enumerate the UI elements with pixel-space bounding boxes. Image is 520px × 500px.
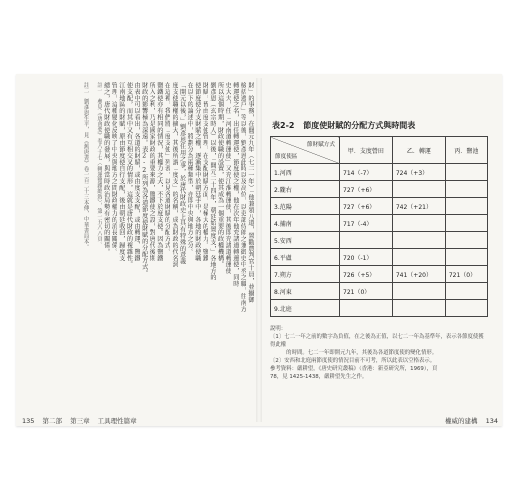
column-header: 乙．轉運	[392, 137, 445, 164]
value-cell: 720（-1）	[340, 249, 393, 266]
region-cell: 1.河西	[271, 164, 340, 181]
note-line: 說明：	[270, 326, 287, 332]
value-cell: 742（+21）	[392, 198, 445, 215]
value-cell	[392, 300, 445, 317]
value-cell: 726（+5）	[340, 266, 393, 283]
table-caption: 節度使財賦的分配方式與時間表	[303, 121, 416, 130]
value-cell	[392, 181, 445, 198]
region-cell: 4.捕南	[271, 215, 340, 232]
column-header: 甲．支度營田	[340, 137, 393, 164]
value-cell: 727（+6）	[340, 198, 393, 215]
value-cell: 714（-7）	[340, 164, 393, 181]
note-line: 的時間。七二一年即開元九年，其後為各道節度使的變化情形。	[270, 350, 438, 356]
value-cell	[445, 215, 487, 232]
footnote-column: 註一 參見《唐會要》卷八十七〈轉運鹽鐵總敘〉，第一五八八頁。	[96, 82, 103, 248]
text-column: 總之，唐代財政使職的發展，與當時政治局勢有密切的關係。	[102, 82, 110, 255]
value-cell	[340, 300, 393, 317]
header-corner-cell	[271, 137, 340, 164]
value-cell: 741（+20）	[392, 266, 445, 283]
text-column: 度支使職權的擴大，其後所謂「度支」的名稱，成為財政的代名詞	[171, 82, 179, 268]
region-cell: 6.平盧	[271, 249, 340, 266]
page-number: 134	[485, 417, 498, 425]
text-column: 劉彥恩（玄宗時人）以後，「開元二十四年，朝廷始置度支，」各地方的	[209, 82, 217, 281]
value-cell	[445, 249, 487, 266]
part-label: 第二部	[42, 417, 62, 425]
table-row	[271, 198, 488, 215]
value-cell	[445, 198, 487, 215]
note-line: 〔2〕安西和北庭兩節度使的情況目前不可考，所以此表以空格表示。	[270, 358, 436, 364]
left-page-footer	[22, 416, 143, 425]
value-cell	[392, 283, 445, 300]
table-row	[271, 249, 488, 266]
value-cell: 727（+6）	[340, 181, 393, 198]
value-cell: 724（+3）	[392, 164, 445, 181]
value-cell	[445, 300, 487, 317]
page-number: 135	[22, 417, 35, 425]
allocation-table	[270, 136, 488, 317]
chapter-title: 工具理性篇章	[97, 417, 137, 425]
table-row	[271, 215, 488, 232]
value-cell	[445, 181, 487, 198]
text-column: 江南地區的財賦，原由節度使自行支配，後由朝廷收回，歸度支	[117, 82, 125, 262]
value-cell: 717（-4）	[340, 215, 393, 232]
chapter-label: 第三章	[70, 417, 90, 425]
table-row	[271, 300, 488, 317]
text-column: 財」的事務，在開元九年（七二一年）「他兼領八道，置勸農判官十員，並攝御	[247, 82, 254, 303]
text-column: 財賦，皆由度支使管理，在支配財賦方面，是極大的權力。鹽鐵	[201, 82, 209, 262]
note-line: 78，見 1425-1438，嚴耕望先生之作。	[270, 374, 368, 380]
vertical-text-columns	[22, 82, 254, 402]
text-column: 由表中可以看出，各道的財賦，或由度支支配，或由轉運、鹽鐵	[133, 82, 141, 262]
value-cell: 721（0）	[340, 283, 393, 300]
note-line: 參考資料：嚴耕望，《唐史研究叢稿》（香港：新亞研究所，1969），頁	[270, 366, 438, 372]
text-column: 管理，這種變化反映了中央與地方之間財政權力的消長關係。	[110, 82, 118, 255]
value-cell: 721（0）	[445, 266, 487, 283]
text-column: 使節度使分支財賦之權，逐漸集中於朝廷手中，各地的財政使職	[193, 82, 201, 262]
text-column: 檢括逃戶」等以後，劉彥恩此時以及高位，以吏部侍郎之兼御史中丞之職，往南方	[239, 82, 247, 313]
column-header: 丙．鹽池	[445, 137, 487, 164]
table-row	[271, 181, 488, 198]
region-cell: 9.北庭	[271, 300, 340, 317]
table-row	[271, 266, 488, 283]
running-title: 權威的建構	[445, 417, 478, 425]
value-cell	[392, 232, 445, 249]
table-row	[271, 164, 488, 181]
table-row	[271, 283, 488, 300]
footnote-column: 註二 劉彥恩生平，見《舊唐書》卷一百二十三本傳，中華書局本。	[82, 82, 89, 250]
text-column: 所入之利，乃是國家財政的重要來源，鹽鐵使之設，對唐代後期	[148, 82, 156, 262]
value-cell	[340, 232, 393, 249]
table-title	[272, 120, 494, 131]
region-cell: 5.安西	[271, 232, 340, 249]
value-cell	[445, 232, 487, 249]
text-column: 在以下的論述中，將劃分為兩種類型，亦即中央與地方之分。	[186, 82, 194, 255]
text-column: 使支配，而其中又有互相交叉的情形，這就是唐代財政的複雜性。	[125, 82, 133, 268]
book-gutter	[256, 78, 262, 422]
table-row	[271, 232, 488, 249]
right-page	[270, 120, 494, 381]
corner-bottom-label: 節度使區	[275, 154, 298, 160]
region-cell: 7.朔方	[271, 266, 340, 283]
value-cell	[392, 215, 445, 232]
text-column: 「開元以後，」劉彥恩任用之事，於唐代財政史上具有特殊的意義	[178, 82, 186, 265]
text-column: 財政的影響極為深遠。表2-2所列為各道節度使財賦的分配方式。	[140, 82, 148, 277]
text-column: 史大夫，任「河南道轉運使」又充江淮轉運使，其後即充諸道轉運使	[224, 82, 232, 274]
text-column: 在這裡，我們將「度支使」列表，以見各道財賦的分配方式。	[163, 82, 171, 255]
region-cell: 8.河東	[271, 283, 340, 300]
text-column: 轉運使之名，出任轉運使，節度使之權，他在次年他充諸道轉運使，同時	[231, 82, 239, 287]
region-cell: 2.隴右	[271, 181, 340, 198]
value-cell	[392, 249, 445, 266]
right-page-footer	[439, 416, 498, 425]
corner-top-label: 節財賦方式	[307, 142, 335, 148]
text-column: 所以這個時期，財政使職的設置，使其成為一個重要的政權機構。	[216, 82, 224, 268]
value-cell	[445, 283, 487, 300]
note-line: 〔1〕七二一年之前的數字為負值，在之後為正值，以七二一年為基準年，表示各節度使獲得此權	[270, 334, 484, 348]
table-notes	[270, 325, 488, 381]
table-number: 表2-2	[272, 121, 295, 130]
text-column: 鹽鐵使亦有相同的情況，其權力之大，不下於度支使。因為鹽鐵	[155, 82, 163, 262]
value-cell	[445, 164, 487, 181]
left-page	[22, 82, 254, 414]
region-cell: 3.范陽	[271, 198, 340, 215]
table-header-row	[271, 137, 488, 164]
